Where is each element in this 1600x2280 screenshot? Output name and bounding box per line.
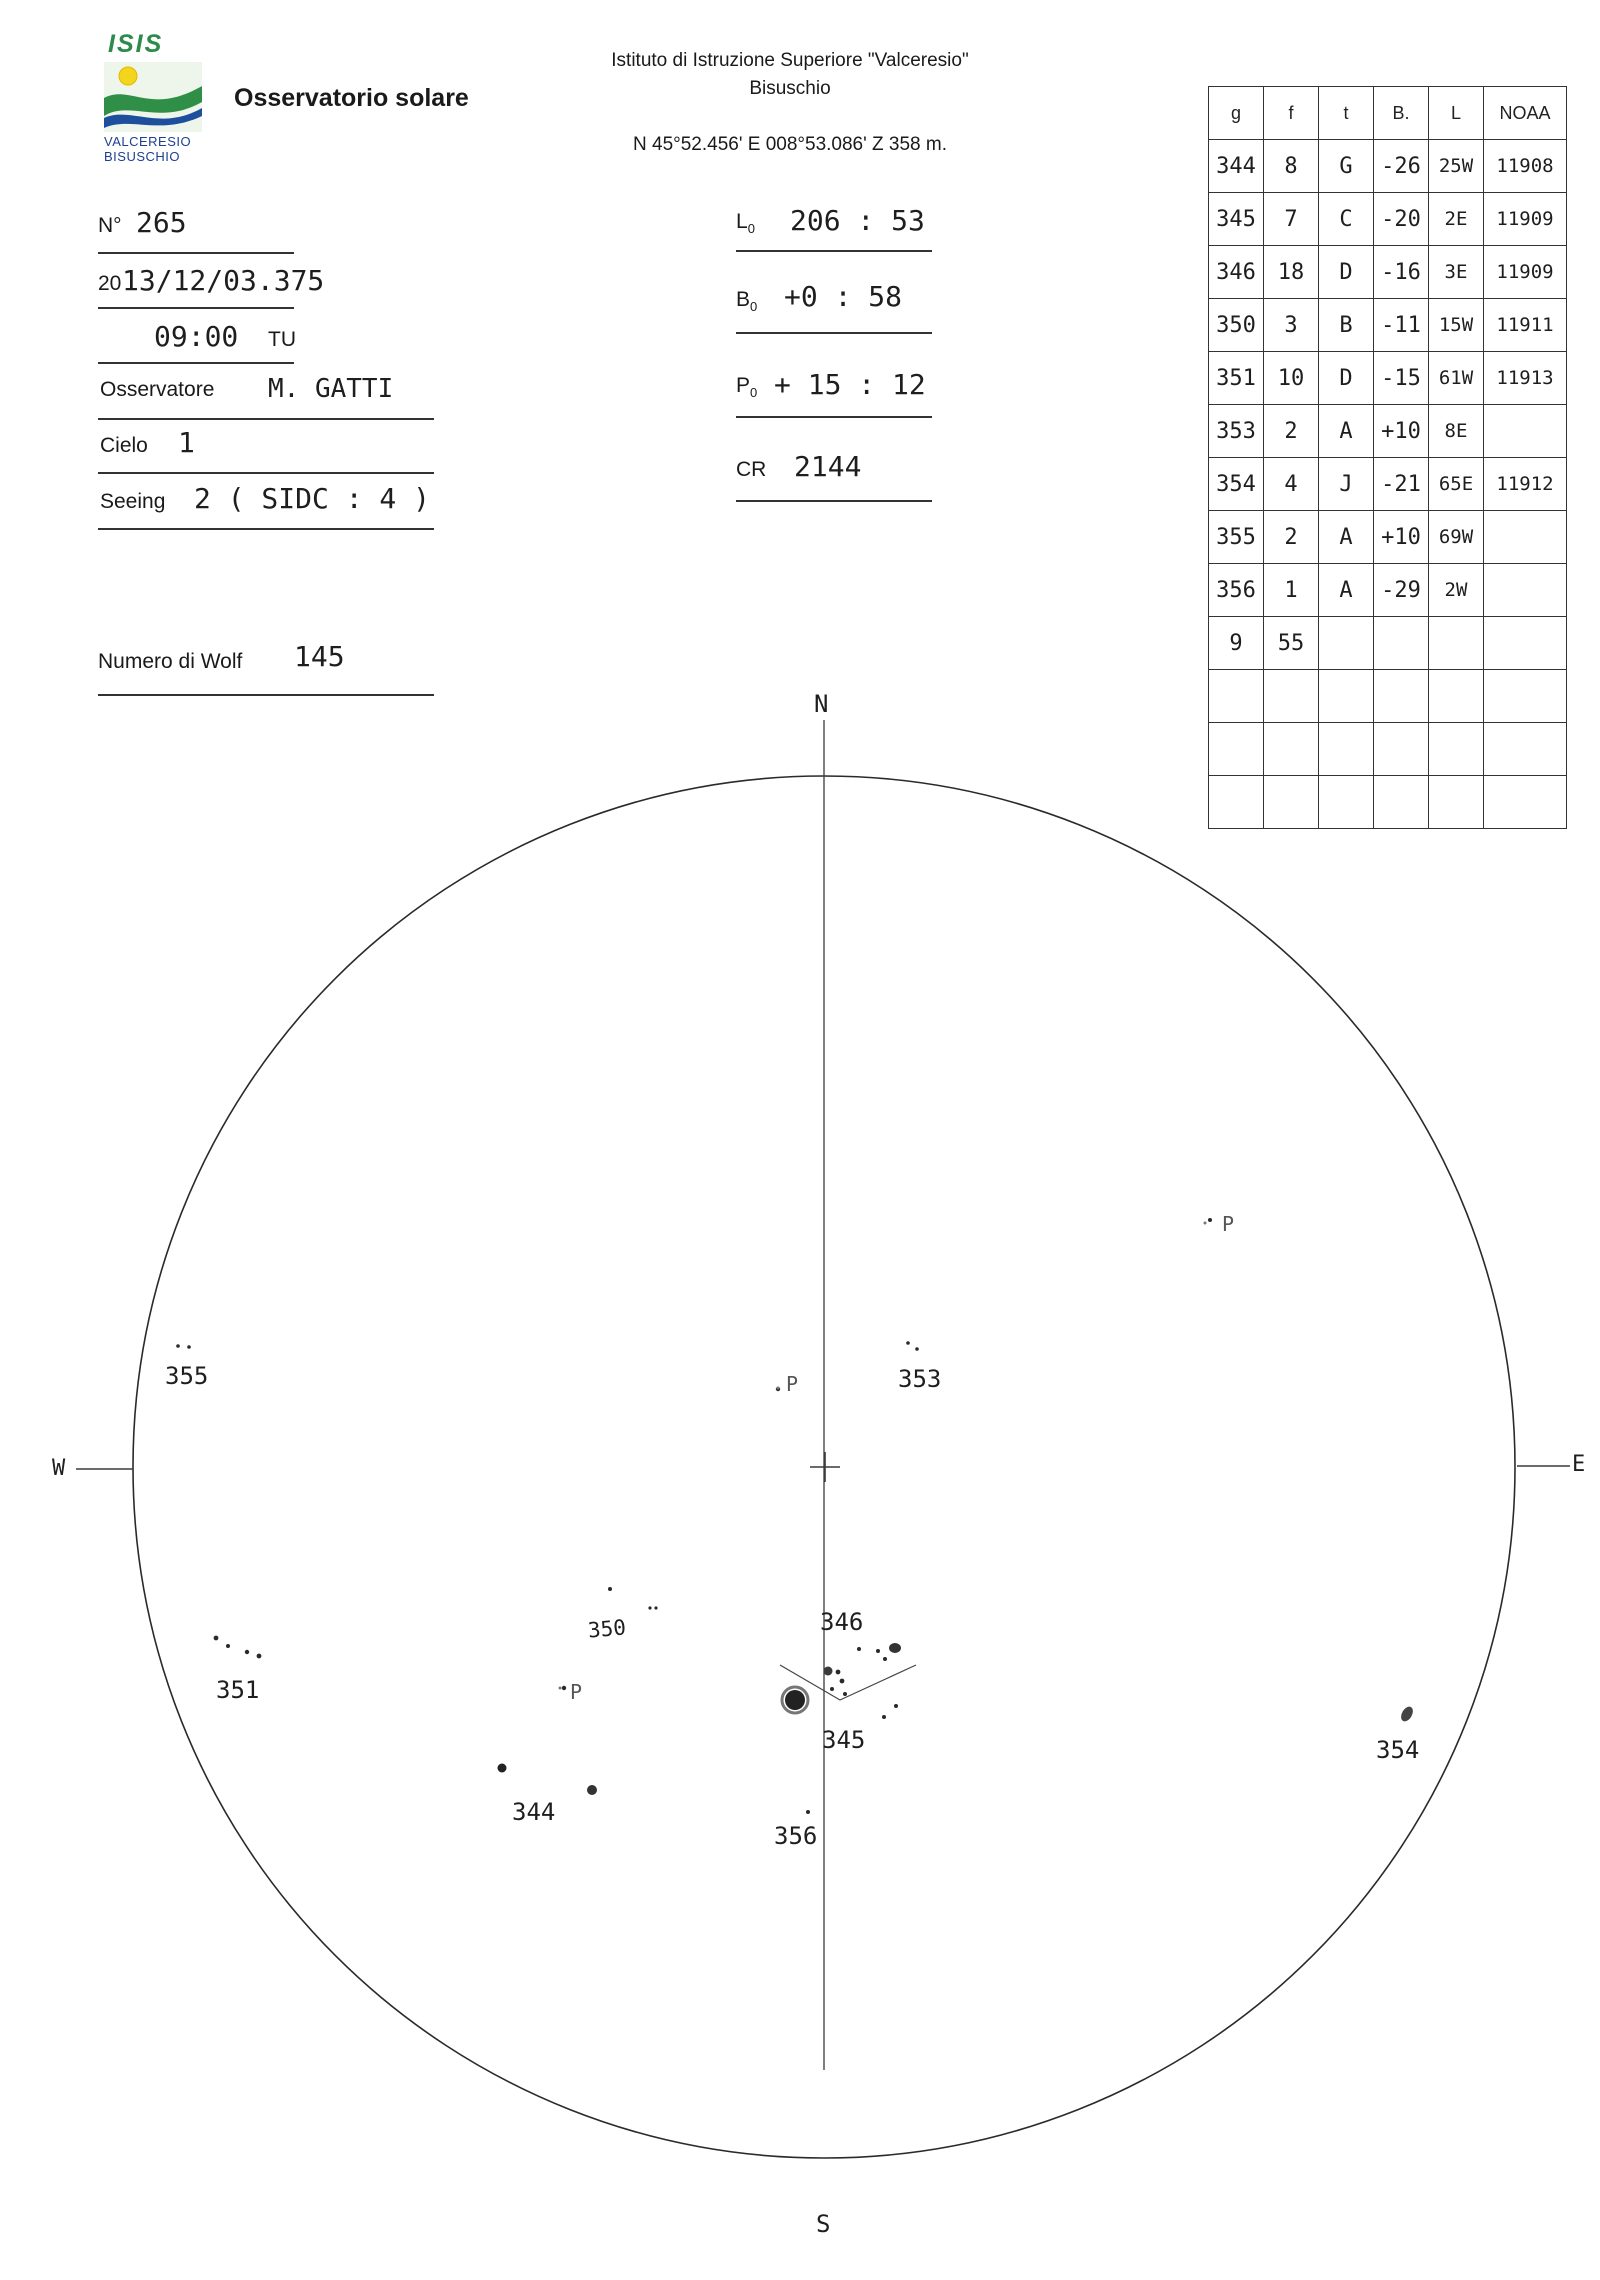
sky-value: 1: [178, 426, 195, 459]
sky-label: Cielo: [100, 434, 148, 457]
p0-letter: P: [736, 374, 751, 397]
cell-l: 8E: [1429, 405, 1484, 458]
cell-t: C: [1319, 193, 1374, 246]
spot: [498, 1764, 507, 1773]
observer-label: Osservatore: [100, 378, 215, 401]
logo-wordmark: ISIS: [108, 30, 164, 58]
cell-f: 10: [1264, 352, 1319, 405]
group-label-345: 345: [822, 1726, 866, 1754]
facula-dot: [777, 1387, 780, 1390]
spot: [187, 1345, 191, 1349]
cell-noaa: 11909: [1484, 246, 1567, 299]
spot: [883, 1657, 887, 1661]
cell-l: 25W: [1429, 140, 1484, 193]
spot: [245, 1650, 249, 1654]
group-label-346: 346: [820, 1608, 864, 1636]
cell-l: 69W: [1429, 511, 1484, 564]
cell-b: -21: [1374, 458, 1429, 511]
cell-l: 3E: [1429, 246, 1484, 299]
cell-t: J: [1319, 458, 1374, 511]
cell-noaa: 11913: [1484, 352, 1567, 405]
cell-t: A: [1319, 564, 1374, 617]
p0-subscript: 0: [750, 385, 758, 401]
spot: [857, 1647, 861, 1651]
cell-f: 7: [1264, 193, 1319, 246]
facula-mark: P: [1222, 1212, 1235, 1236]
observer-value: M. GATTI: [268, 374, 394, 404]
cell-g: 346: [1209, 246, 1264, 299]
col-header-f: f: [1264, 87, 1319, 140]
cell-f: 55: [1264, 617, 1319, 670]
spot: [654, 1606, 657, 1609]
cell-t: G: [1319, 140, 1374, 193]
cell-b: -20: [1374, 193, 1429, 246]
cell-l: 65E: [1429, 458, 1484, 511]
l0-subscript: 0: [747, 221, 755, 237]
spot: [257, 1654, 262, 1659]
facula-mark: P: [570, 1680, 583, 1704]
date-prefix: 20: [98, 272, 122, 295]
cell-g: 350: [1209, 299, 1264, 352]
cell-g: 353: [1209, 405, 1264, 458]
institute-name: Istituto di Istruzione Superiore "Valceresio": [611, 50, 969, 71]
cell-l: 2W: [1429, 564, 1484, 617]
cell-t: D: [1319, 352, 1374, 405]
cell-noaa: 11912: [1484, 458, 1567, 511]
cell-noaa: 11911: [1484, 299, 1567, 352]
cell-t: A: [1319, 405, 1374, 458]
wolf-number-label: Numero di Wolf: [98, 650, 243, 673]
cell-b: -29: [1374, 564, 1429, 617]
cell-noaa: 11908: [1484, 140, 1567, 193]
cr-value: 2144: [794, 450, 862, 483]
cell-b: -11: [1374, 299, 1429, 352]
observatory-title: Osservatorio solare: [234, 84, 469, 112]
cell-b: -16: [1374, 246, 1429, 299]
col-header-l: L: [1429, 87, 1484, 140]
cell-g: 356: [1209, 564, 1264, 617]
cell-l: 15W: [1429, 299, 1484, 352]
cell-g: 355: [1209, 511, 1264, 564]
cell-g: 345: [1209, 193, 1264, 246]
sunspot-marks: [176, 1218, 1415, 1814]
group-label-354: 354: [1376, 1736, 1420, 1764]
wolf-number-value: 145: [294, 640, 345, 673]
south-label: S: [816, 2210, 831, 2238]
number-label: N°: [98, 214, 122, 237]
spot: [882, 1715, 886, 1719]
col-header-t: t: [1319, 87, 1374, 140]
cell-b: +10: [1374, 405, 1429, 458]
cell-g: 344: [1209, 140, 1264, 193]
spot: [176, 1344, 180, 1348]
group-label-350: 350: [587, 1615, 627, 1643]
cell-t: A: [1319, 511, 1374, 564]
cell-b: -26: [1374, 140, 1429, 193]
facula-dot: [559, 1687, 562, 1690]
seeing-label: Seeing: [100, 490, 166, 513]
b0-value: +0 : 58: [784, 280, 903, 313]
group-label-353: 353: [898, 1365, 942, 1393]
group-label-344: 344: [512, 1798, 556, 1826]
spot: [1399, 1705, 1416, 1724]
b0-letter: B: [736, 288, 751, 311]
cell-l: 61W: [1429, 352, 1484, 405]
spot: [876, 1649, 880, 1653]
p0-value: + 15 : 12: [774, 368, 926, 401]
seeing-value: 2 ( SIDC : 4 ): [194, 482, 431, 515]
spot: [806, 1810, 810, 1814]
group-label-351: 351: [216, 1676, 260, 1704]
group-label-356: 356: [774, 1822, 818, 1850]
cr-label: CR: [736, 458, 767, 481]
logo-line-2: BISUSCHIO: [104, 149, 181, 164]
spot: [214, 1636, 219, 1641]
cell-g: 351: [1209, 352, 1264, 405]
cell-f: 2: [1264, 405, 1319, 458]
number-value: 265: [136, 206, 187, 239]
spot: [785, 1690, 805, 1710]
cell-f: 4: [1264, 458, 1319, 511]
east-label: E: [1572, 1452, 1586, 1477]
cell-g: 9: [1209, 617, 1264, 670]
spot: [608, 1587, 612, 1591]
cell-f: 1: [1264, 564, 1319, 617]
date-value: 13/12/03.375: [122, 264, 325, 297]
logo-line-1: VALCERESIO: [104, 134, 192, 149]
spot: [843, 1692, 847, 1696]
l0-letter: L: [736, 210, 748, 233]
cell-l: 2E: [1429, 193, 1484, 246]
cell-t: D: [1319, 246, 1374, 299]
col-header-b: B.: [1374, 87, 1429, 140]
time-value: 09:00: [154, 320, 239, 353]
spot: [1208, 1218, 1212, 1222]
l0-value: 206 : 53: [790, 204, 925, 237]
spot: [830, 1687, 834, 1691]
cell-b: +10: [1374, 511, 1429, 564]
cell-t: B: [1319, 299, 1374, 352]
group-label-355: 355: [165, 1362, 209, 1390]
cell-f: 18: [1264, 246, 1319, 299]
cell-f: 2: [1264, 511, 1319, 564]
spot: [587, 1785, 597, 1795]
spot: [226, 1644, 230, 1648]
facula-mark: P: [786, 1372, 799, 1396]
spot: [906, 1341, 910, 1345]
spot: [889, 1643, 901, 1653]
north-label: N: [814, 690, 829, 718]
cell-f: 3: [1264, 299, 1319, 352]
observatory-coordinates: N 45°52.456' E 008°53.086' Z 358 m.: [633, 134, 947, 155]
col-header-noaa: NOAA: [1484, 87, 1567, 140]
spot: [840, 1679, 845, 1684]
col-header-g: g: [1209, 87, 1264, 140]
spot: [824, 1667, 833, 1676]
cell-g: 354: [1209, 458, 1264, 511]
spot: [648, 1606, 651, 1609]
spot: [562, 1686, 566, 1690]
institute-town: Bisuschio: [749, 78, 831, 99]
time-suffix: TU: [268, 328, 296, 351]
spot: [894, 1704, 898, 1708]
spot: [915, 1347, 919, 1351]
cell-b: -15: [1374, 352, 1429, 405]
facula-dot: [1204, 1222, 1207, 1225]
b0-subscript: 0: [750, 299, 758, 315]
cell-noaa: 11909: [1484, 193, 1567, 246]
west-label: W: [52, 1456, 66, 1481]
spot: [836, 1670, 841, 1675]
cell-f: 8: [1264, 140, 1319, 193]
